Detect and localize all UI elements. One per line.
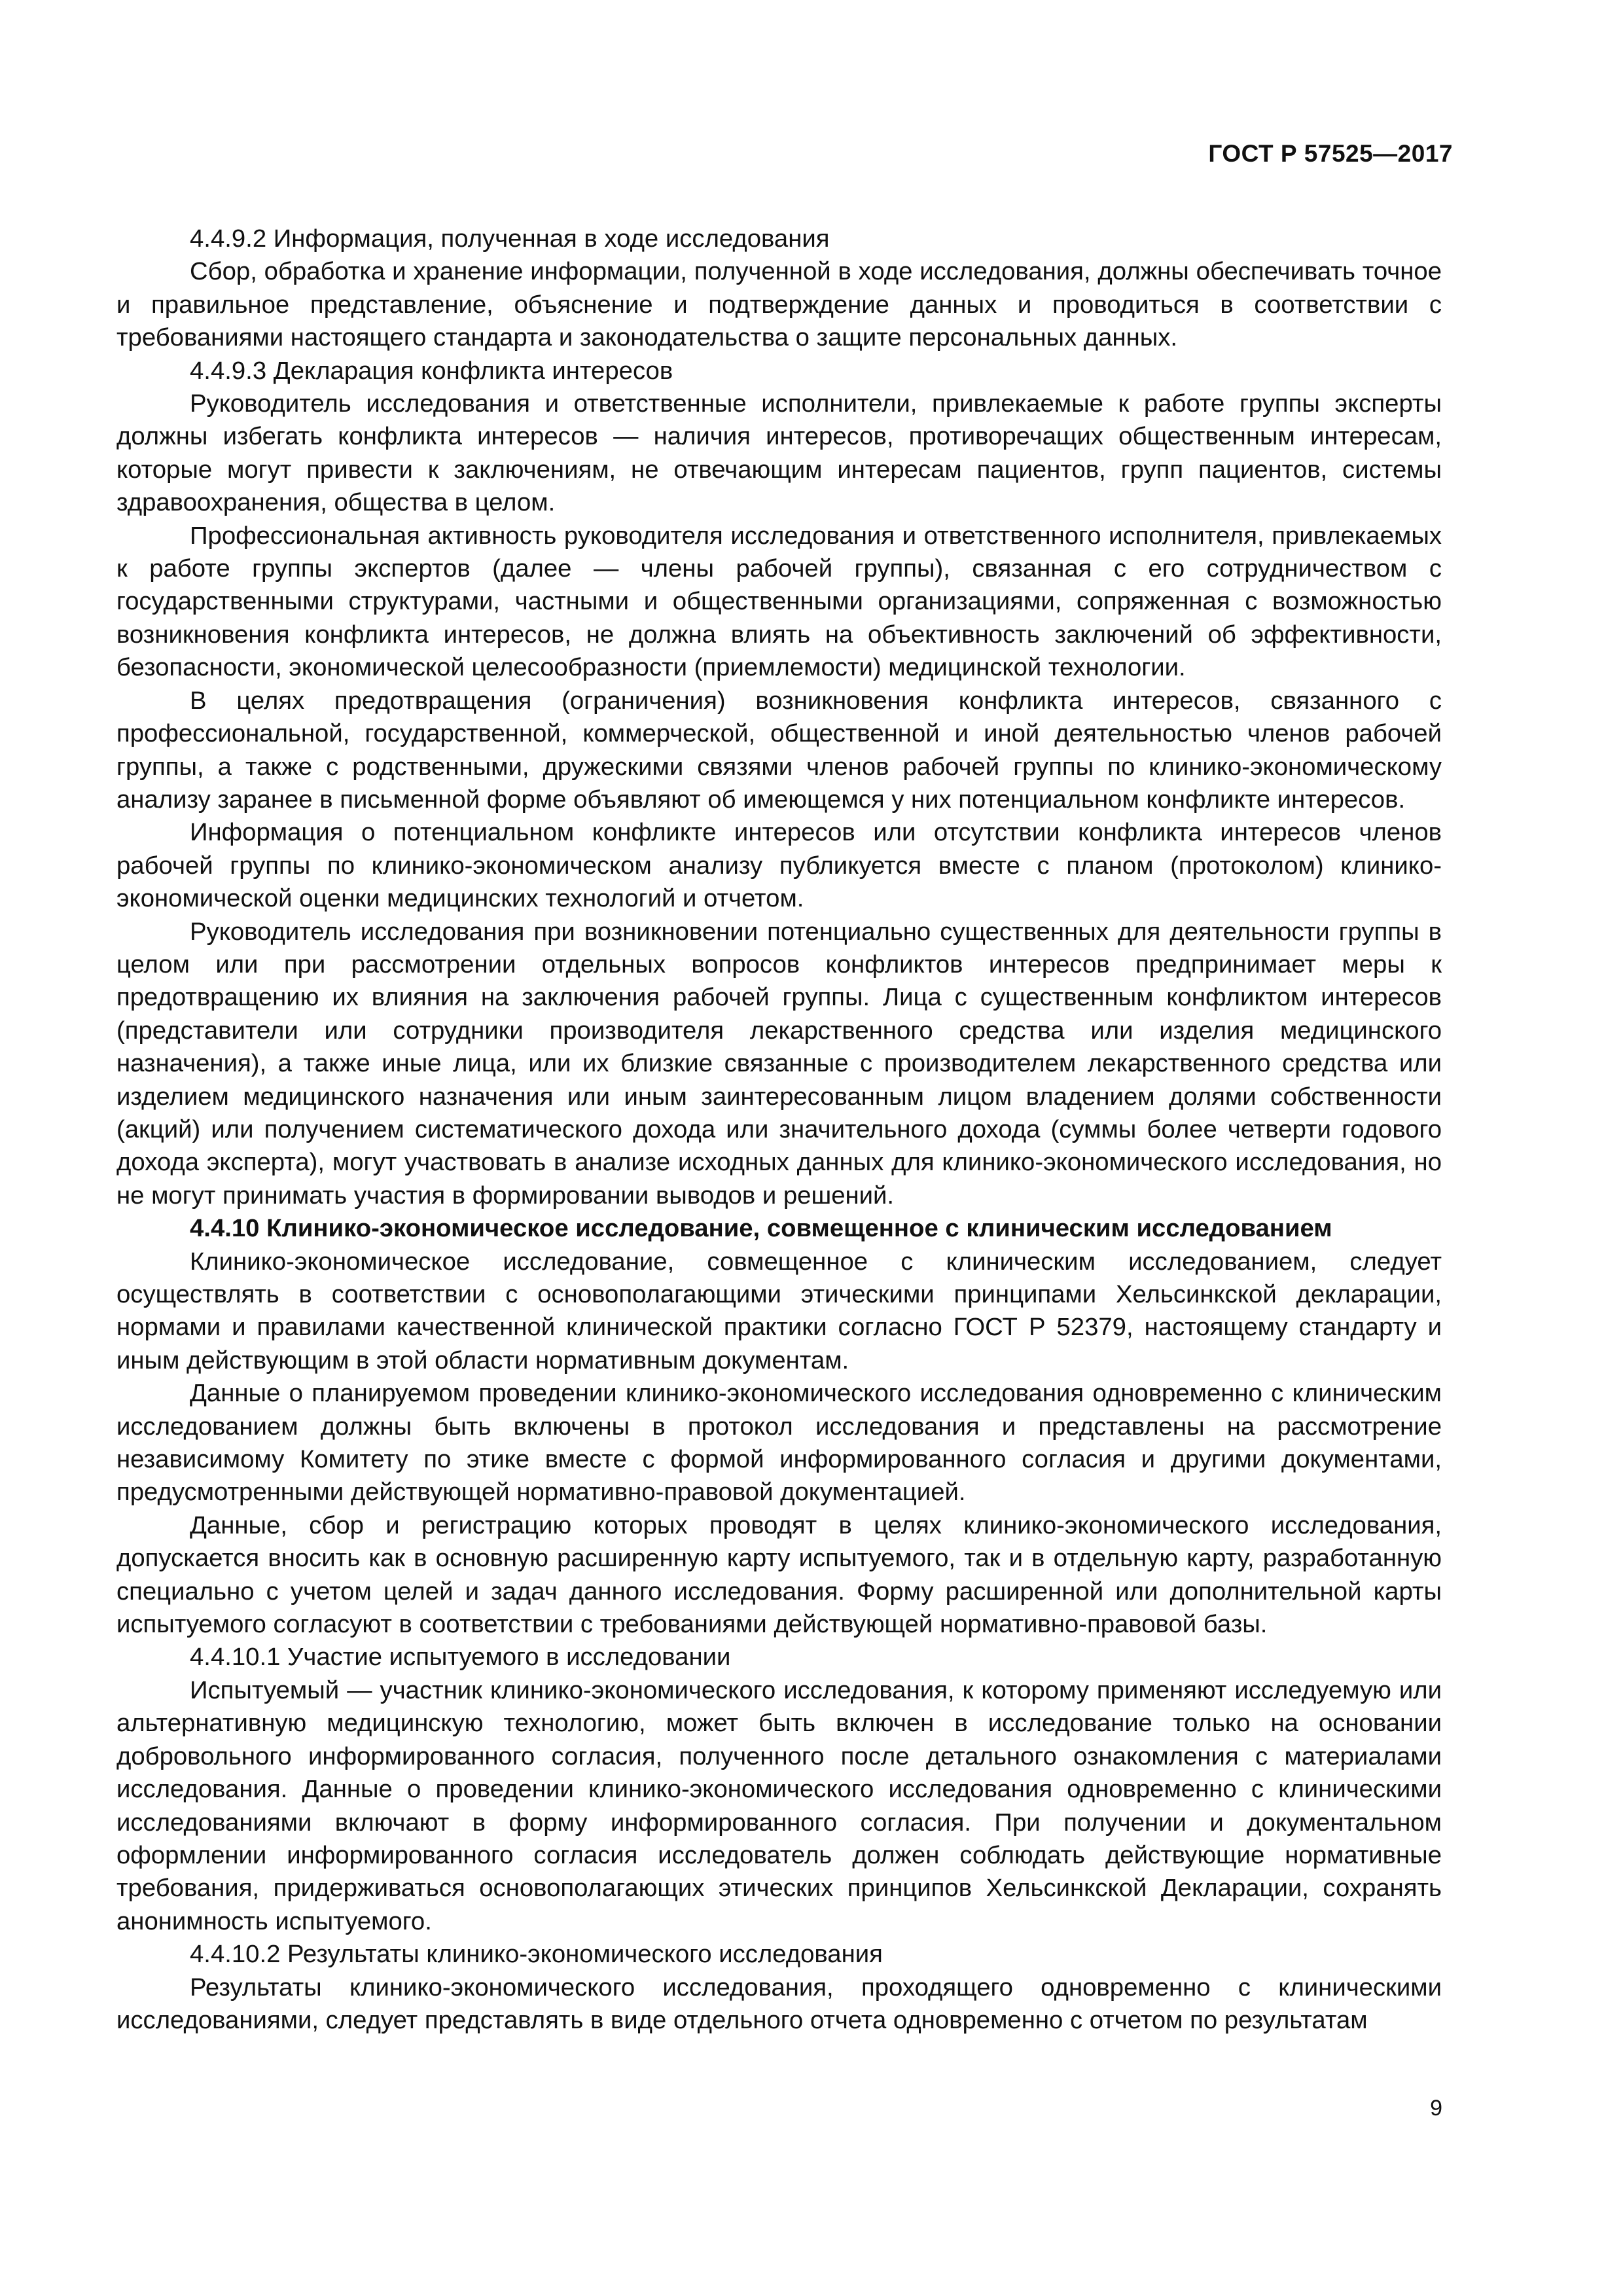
section-heading: 4.4.10.2 Результаты клинико-экономического исследования	[190, 1940, 883, 1969]
paragraph: Результаты клинико-экономического исследования, проходящего одновременно с клиническими исследованиями, следует представлять в виде отдельного отчета одновременно с отчетом по результатам	[116, 1973, 1442, 2034]
page-number: 9	[1430, 2096, 1442, 2121]
paragraph: Информация о потенциальном конфликте интересов или отсутствии конфликта интересов членов рабочей группы по клинико-экономическом анализу публикуется вместе с планом (протоколом) клинико-экономической оценки медицинских технологий и отчетом.	[116, 818, 1442, 913]
paragraph: В целях предотвращения (ограничения) возникновения конфликта интересов, связанного с профессиональной, государственной, коммерческой, общественной и иной деятельностью членов рабочей группы, а также с родственными, дружескими связями членов рабочей группы по клинико-экономическому анализу заранее в письменной форме объявляют об имеющемся у них потенциальном конфликте интересов.	[116, 686, 1442, 814]
section-heading: 4.4.9.2 Информация, полученная в ходе исследования	[190, 224, 830, 253]
paragraph: Данные, сбор и регистрацию которых проводят в целях клинико-экономического исследования, допускается вносить как в основную расширенную карту испытуемого, так и в отдельную карту, разработанную специально с учетом целей и задач данного исследования. Форму расширенной или дополнительной карты испытуемого согласуют в соответствии с требованиями действующей нормативно-правовой базы.	[116, 1511, 1442, 1639]
paragraph: Данные о планируемом проведении клинико-экономического исследования одновременно с клиническим исследованием должны быть включены в протокол исследования и представлены на рассмотрение независимому Комитету по этике вместе с формой информированного согласия и другими документами, предусмотренными действующей нормативно-правовой документацией.	[116, 1379, 1442, 1507]
section-heading: 4.4.9.3 Декларация конфликта интересов	[190, 356, 673, 385]
paragraph: Сбор, обработка и хранение информации, полученной в ходе исследования, должны обеспечивать точное и правильное представление, объяснение и подтверждение данных и проводиться в соответствии с требованиями настоящего стандарта и законодательства о защите персональных данных.	[116, 257, 1442, 352]
paragraph: Испытуемый — участник клинико-экономического исследования, к которому применяют исследуемую или альтернативную медицинскую технологию, может быть включен в исследование только на основании добровольного информированного согласия, полученного после детального ознакомления с материалами исследования. Данные о проведении клинико-экономического исследования одновременно с клиническими исследованиями включают в форму информированного согласия. При получении и документальном оформлении информированного согласия исследователь должен соблюдать действующие нормативные требования, придерживаться основополагающих этических принципов Хельсинкской Декларации, сохранять анонимность испытуемого.	[116, 1676, 1442, 1935]
body-text	[116, 223, 1442, 2037]
section-heading: 4.4.10.1 Участие испытуемого в исследовании	[190, 1643, 731, 1672]
section-heading-bold: 4.4.10 Клинико-экономическое исследование, совмещенное с клиническим исследованием	[190, 1214, 1332, 1243]
paragraph: Клинико-экономическое исследование, совмещенное с клиническим исследованием, следует осуществлять в соответствии с основополагающими этическими принципами Хельсинкской декларации, нормами и правилами качественной клинической практики согласно ГОСТ Р 52379, настоящему стандарту и иным действующим в этой области нормативным документам.	[116, 1247, 1442, 1374]
paragraph: Руководитель исследования и ответственные исполнители, привлекаемые к работе группы эксперты должны избегать конфликта интересов — наличия интересов, противоречащих общественным интересам, которые могут привести к заключениям, не отвечающим интересам пациентов, групп пациентов, системы здравоохранения, общества в целом.	[116, 389, 1442, 517]
paragraph: Руководитель исследования при возникновении потенциально существенных для деятельности группы в целом или при рассмотрении отдельных вопросов конфликтов интересов предпринимает меры к предотвращению их влияния на заключения рабочей группы. Лица с существенным конфликтом интересов (представители или сотрудники производителя лекарственного средства или изделия медицинского назначения), а также иные лица, или их близкие связанные с производителем лекарственного средства или изделием медицинского назначения или иным заинтересованным лицом владением долями собственности (акций) или получением систематического дохода или значительного дохода (суммы более четверти годового дохода эксперта), могут участвовать в анализе исходных данных для клинико-экономического исследования, но не могут принимать участия в формировании выводов и решений.	[116, 917, 1442, 1210]
paragraph: Профессиональная активность руководителя исследования и ответственного исполнителя, привлекаемых к работе группы экспертов (далее — члены рабочей группы), связанная с его сотрудничеством с государственными структурами, частными и общественными организациями, сопряженная с возможностью возникновения конфликта интересов, не должна влиять на объективность заключений об эффективности, безопасности, экономической целесообразности (приемлемости) медицинской технологии.	[116, 521, 1442, 682]
document-code: ГОСТ Р 57525—2017	[1208, 140, 1453, 167]
